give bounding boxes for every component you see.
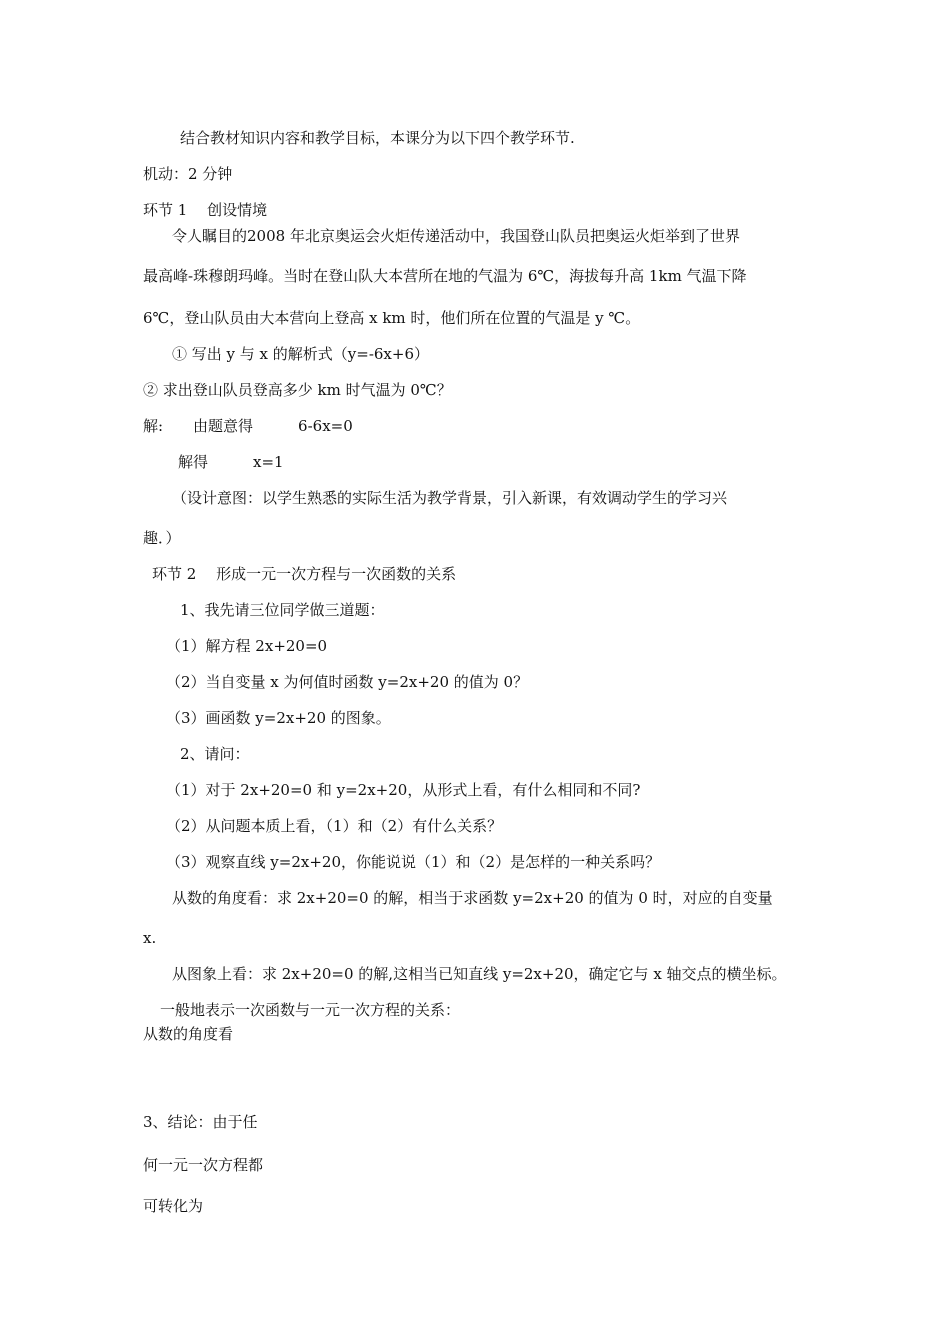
- problem-text-line-3: 6℃，登山队员由大本营向上登高 x km 时，他们所在位置的气温是 y ℃。: [143, 309, 641, 327]
- time-note: 机动：2 分钟: [143, 165, 233, 183]
- questions-intro: 2、请问：: [180, 745, 250, 763]
- question-2: ② 求出登山队员登高多少 km 时气温为 0℃？: [143, 381, 452, 399]
- conclusion-line-2: 何一元一次方程都: [143, 1156, 264, 1174]
- numeric-perspective-label: 从数的角度看: [143, 1025, 234, 1043]
- design-intent-line-1: （设计意图：以学生熟悉的实际生活为教学背景，引入新课，有效调动学生的学习兴: [172, 489, 728, 507]
- intro-paragraph: 结合教材知识内容和教学目标，本课分为以下四个教学环节.: [180, 129, 575, 147]
- ask-1: （1）对于 2x+20=0 和 y=2x+20，从形式上看，有什么相同和不同?: [166, 781, 641, 799]
- problem-text-line-2: 最高峰-珠穆朗玛峰。当时在登山队大本营所在地的气温为 6℃，海拔每升高 1km 气温下降: [143, 267, 747, 285]
- ask-3: （3）观察直线 y=2x+20，你能说说（1）和（2）是怎样的一种关系吗？: [166, 853, 661, 871]
- section-2-heading: 环节 2 形成一元一次方程与一次函数的关系: [152, 565, 457, 583]
- problem-text-line-1: 令人瞩目的2008 年北京奥运会火炬传递活动中，我国登山队员把奥运火炬举到了世界: [172, 227, 740, 245]
- numeric-view-line-2: x.: [143, 929, 157, 947]
- task-intro: 1、我先请三位同学做三道题：: [180, 601, 385, 619]
- solution-line-1: 解: 由题意得 6-6x=0: [143, 417, 353, 435]
- task-2: （2）当自变量 x 为何值时函数 y=2x+20 的值为 0？: [166, 673, 529, 691]
- section-1-heading: 环节 1 创设情境: [143, 201, 268, 219]
- design-intent-line-2: 趣．）: [143, 529, 181, 547]
- task-1: （1）解方程 2x+20=0: [166, 637, 328, 655]
- conclusion-line-1: 3、结论：由于任: [143, 1113, 258, 1131]
- question-1: ① 写出 y 与 x 的解析式（y=-6x+6）: [172, 345, 430, 363]
- ask-2: （2）从问题本质上看，（1）和（2）有什么关系？: [166, 817, 503, 835]
- conclusion-line-3: 可转化为: [143, 1197, 204, 1215]
- solution-line-2: 解得 x=1: [178, 453, 284, 471]
- graph-view: 从图象上看：求 2x+20=0 的解,这相当已知直线 y=2x+20，确定它与 x 轴交点的横坐标。: [172, 965, 787, 983]
- numeric-view-line-1: 从数的角度看：求 2x+20=0 的解，相当于求函数 y=2x+20 的值为 0 时，对应的自变量: [172, 889, 773, 907]
- general-relation: 一般地表示一次函数与一元一次方程的关系：: [160, 1001, 461, 1019]
- task-3: （3）画函数 y=2x+20 的图象。: [166, 709, 391, 727]
